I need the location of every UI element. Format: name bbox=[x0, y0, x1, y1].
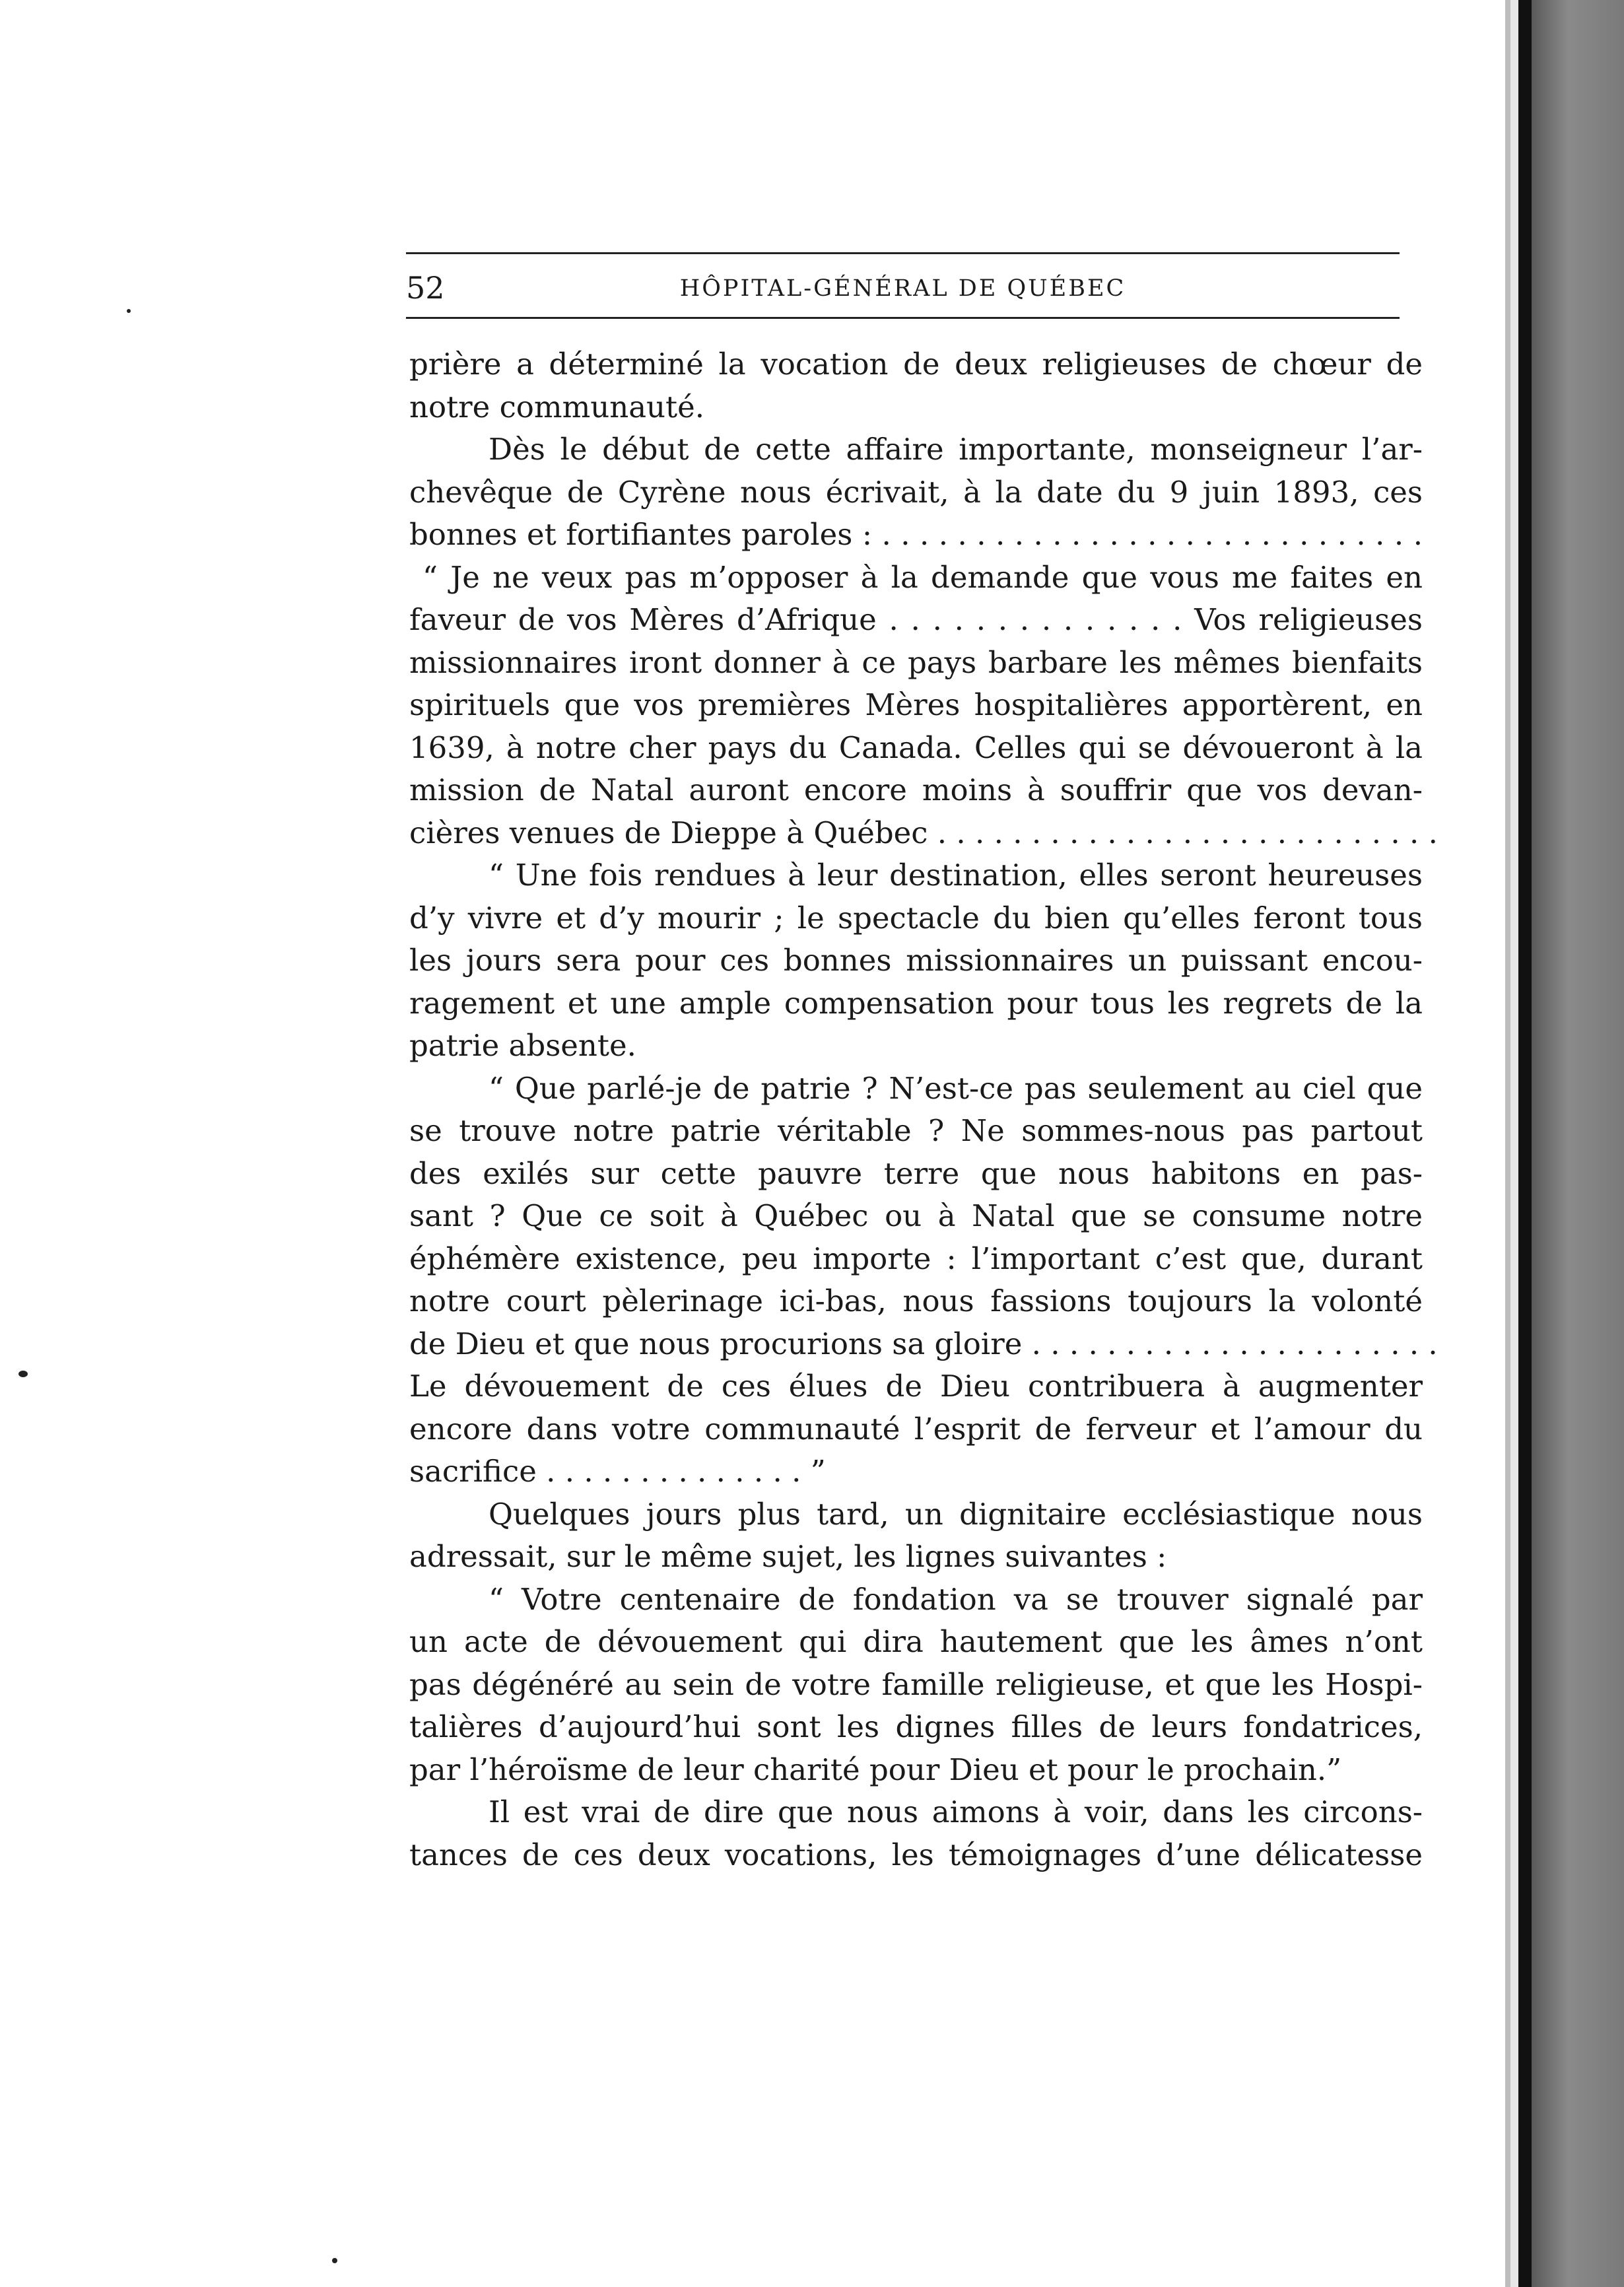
text-line: bonnes et fortifiantes paroles : . . . . . . . . . . . . . . . . . . . . . . . . . . . . . bbox=[409, 517, 1423, 552]
text-line: pas dégénéré au sein de votre famille religieuse, et que les Hospi- bbox=[409, 1666, 1423, 1702]
page-edge-shadow bbox=[1505, 0, 1510, 2287]
text-line: ragement et une ample compensation pour tous les regrets de la bbox=[409, 985, 1423, 1021]
text-line: les jours sera pour ces bonnes missionnaires un puissant encou- bbox=[409, 943, 1423, 978]
text-line: d’y vivre et d’y mourir ; le spectacle du bien qu’elles feront tous bbox=[409, 900, 1423, 936]
page-number: 52 bbox=[406, 270, 445, 306]
text-line: se trouve notre patrie véritable ? Ne sommes-nous pas partout bbox=[409, 1113, 1423, 1148]
text-line: spirituels que vos premières Mères hospitalières apportèrent, en bbox=[409, 687, 1423, 722]
text-line: Quelques jours plus tard, un dignitaire ecclésiastique nous bbox=[489, 1496, 1423, 1532]
text-line: “ Une fois rendues à leur destination, elles seront heureuses bbox=[489, 858, 1423, 893]
text-line: mission de Natal auront encore moins à souffrir que vos devan- bbox=[409, 772, 1423, 807]
text-line: sant ? Que ce soit à Québec ou à Natal que se consume notre bbox=[409, 1198, 1423, 1233]
text-line: notre communauté. bbox=[409, 389, 705, 425]
text-line: adressait, sur le même sujet, les lignes suivantes : bbox=[409, 1539, 1167, 1574]
text-line: Le dévouement de ces élues de Dieu contribuera à augmenter bbox=[409, 1369, 1423, 1404]
text-line: Il est vrai de dire que nous aimons à voir, dans les circons- bbox=[489, 1794, 1423, 1829]
text-line: patrie absente. bbox=[409, 1028, 636, 1063]
text-line: prière a déterminé la vocation de deux religieuses de chœur de bbox=[409, 347, 1423, 382]
page-edge-highlight bbox=[1510, 0, 1518, 2287]
text-line: “ Je ne veux pas m’opposer à la demande que vous me faites en bbox=[423, 559, 1423, 595]
header-rule-bottom bbox=[406, 317, 1400, 319]
scan-speck bbox=[332, 2258, 337, 2263]
book-edge-dark bbox=[1518, 0, 1532, 2287]
text-line: cières venues de Dieppe à Québec . . . . . . . . . . . . . . . . . . . . . . . . . . . bbox=[409, 815, 1438, 850]
text-line: notre court pèlerinage ici-bas, nous fassions toujours la volonté bbox=[409, 1283, 1423, 1318]
text-line: “ Que parlé-je de patrie ? N’est-ce pas seulement au ciel que bbox=[489, 1070, 1423, 1106]
text-line: 1639, à notre cher pays du Canada. Celles qui se dévoueront à la bbox=[409, 730, 1423, 765]
text-line: faveur de vos Mères d’Afrique . . . . . . . . . . . . . . Vos religieuses bbox=[409, 602, 1423, 637]
text-line: talières d’aujourd’hui sont les dignes filles de leurs fondatrices, bbox=[409, 1709, 1423, 1744]
text-line: un acte de dévouement qui dira hautement que les âmes n’ont bbox=[409, 1624, 1423, 1659]
text-line: des exilés sur cette pauvre terre que nous habitons en pas- bbox=[409, 1155, 1423, 1191]
book-edge-background bbox=[1532, 0, 1624, 2287]
text-line: Dès le début de cette affaire importante, monseigneur l’ar- bbox=[489, 432, 1423, 467]
scan-speck bbox=[127, 309, 131, 313]
text-line: encore dans votre communauté l’esprit de ferveur et l’amour du bbox=[409, 1411, 1423, 1447]
text-line: tances de ces deux vocations, les témoignages d’une délicatesse bbox=[409, 1837, 1423, 1872]
text-line: par l’héroïsme de leur charité pour Dieu et pour le prochain.” bbox=[409, 1752, 1342, 1787]
running-title: HÔPITAL-GÉNÉRAL DE QUÉBEC bbox=[679, 275, 1126, 302]
body-text bbox=[409, 343, 1438, 1876]
text-line: éphémère existence, peu importe : l’important c’est que, durant bbox=[409, 1241, 1423, 1276]
scan-speck bbox=[18, 1371, 28, 1377]
running-header bbox=[406, 267, 1400, 314]
text-line: chevêque de Cyrène nous écrivait, à la date du 9 juin 1893, ces bbox=[409, 474, 1423, 510]
text-line: de Dieu et que nous procurions sa gloire . . . . . . . . . . . . . . . . . . . . . . bbox=[409, 1326, 1438, 1361]
text-line: sacrifice . . . . . . . . . . . . . . ” bbox=[409, 1454, 826, 1489]
text-line: missionnaires iront donner à ce pays barbare les mêmes bienfaits bbox=[409, 644, 1423, 680]
text-line: “ Votre centenaire de fondation va se trouver signalé par bbox=[489, 1581, 1423, 1617]
header-rule-top bbox=[406, 252, 1400, 254]
